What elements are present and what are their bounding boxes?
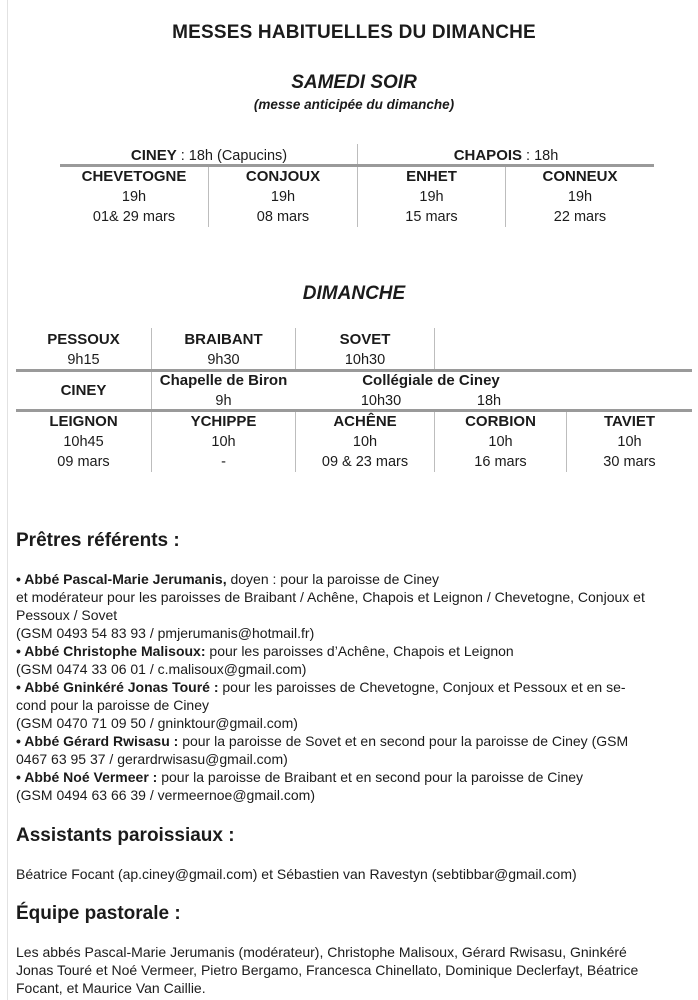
cell-name: CORBION (465, 413, 536, 430)
col-time: 19h (121, 189, 147, 205)
dimanche-divider (434, 328, 435, 370)
dimanche-sovet (296, 330, 434, 370)
pretre-5-role: pour la paroisse de Braibant et en second pour la paroisse de Ciney (157, 769, 584, 785)
samedi-ciney (60, 146, 358, 166)
col-name: ENHET (406, 168, 457, 185)
pretre-4-contact: 0467 63 95 37 / gerardrwisasu@gmail.com) (16, 751, 288, 767)
col-dates: 08 mars (256, 209, 310, 225)
dimanche-ciney-label: CINEY (60, 382, 107, 399)
pretre-3-line-2: cond pour la paroisse de Ciney (16, 697, 210, 713)
col-time: 19h (419, 189, 444, 205)
cell-time: 10h (211, 434, 236, 450)
col-name: CONNEUX (542, 168, 618, 185)
cell-name: TAVIET (603, 413, 656, 430)
samedi-col-enhet (358, 167, 505, 227)
pretre-5-contact: (GSM 0494 63 66 39 / vermeernoe@gmail.com) (16, 787, 316, 803)
dimanche-collegiale (296, 371, 566, 391)
cell-time: 10h (352, 434, 378, 450)
samedi-subheading: (messe anticipée du dimanche) (253, 97, 455, 112)
pretre-2-role: pour les paroisses d’Achêne, Chapois et Leignon (205, 643, 514, 659)
pretre-1-line-2: et modérateur pour les paroisses de Braibant / Achêne, Chapois et Leignon / Chevetogne, Conjoux et (16, 589, 645, 605)
page-title: MESSES HABITUELLES DU DIMANCHE (172, 22, 536, 43)
dimanche-biron (152, 371, 295, 411)
dimanche-collegiale-time-2: 18h (476, 393, 502, 409)
pretre-4-name: • Abbé Gérard Rwisasu : (16, 733, 179, 749)
dimanche-braibant (152, 330, 295, 370)
col-dates: 22 mars (553, 209, 607, 225)
col-name: CONJOUX (245, 168, 321, 185)
equipe-line-1: Les abbés Pascal-Marie Jerumanis (modérateur), Christophe Malisoux, Gérard Rwisasu, Gninkéré (16, 944, 627, 960)
pretre-4-role: pour la paroisse de Sovet et en second pour la paroisse de Ciney (GSM (178, 733, 629, 749)
pretre-3-line-1 (16, 678, 694, 696)
cell-dates: 09 mars (57, 454, 110, 470)
cell-time: 10h30 (344, 352, 386, 368)
samedi-ciney-time: : 18h (Capucins) (176, 148, 288, 164)
cell-time: 10h45 (63, 434, 104, 450)
pretre-3-name: • Abbé Gninkéré Jonas Touré : (16, 679, 219, 695)
dimanche-taviet (567, 412, 692, 472)
dimanche-collegiale-time-1: 10h30 (360, 393, 402, 409)
cell-name: Collégiale de Ciney (362, 372, 500, 389)
cell-name: PESSOUX (47, 331, 120, 348)
cell-name: Chapelle de Biron (159, 372, 288, 389)
dimanche-corbion (435, 412, 566, 472)
samedi-divider-top (357, 144, 358, 166)
col-dates: 01& 29 mars (92, 209, 176, 225)
cell-name: BRAIBANT (184, 331, 263, 348)
samedi-col-chevetogne (60, 167, 208, 227)
cell-name: ACHÊNE (333, 413, 397, 430)
pretre-2-contact: (GSM 0474 33 06 01 / c.malisoux@gmail.com) (16, 661, 307, 677)
pretre-3-contact: (GSM 0470 71 09 50 / gninktour@gmail.com) (16, 715, 298, 731)
cell-dates: - (221, 454, 226, 470)
dimanche-pessoux (16, 330, 151, 370)
cell-dates: 09 & 23 mars (321, 454, 409, 470)
samedi-chapois-name: CHAPOIS (453, 147, 523, 164)
cell-time: 10h (617, 434, 642, 450)
cell-dates: 30 mars (603, 454, 656, 470)
equipe-line-2: Jonas Touré et Noé Vermeer, Pietro Bergamo, Francesca Chinellato, Dominique Declerfayt, Béatrice (16, 962, 639, 978)
equipe-line-3: Focant, et Maurice Van Caillie. (16, 980, 206, 996)
pretre-5-name: • Abbé Noé Vermeer : (16, 769, 158, 785)
col-name: CHEVETOGNE (81, 168, 187, 185)
samedi-ciney-name: CINEY (130, 147, 177, 164)
col-dates: 15 mars (405, 209, 458, 225)
cell-time: 9h30 (207, 352, 240, 368)
samedi-chapois (358, 146, 654, 166)
pretre-1-role: doyen : pour la paroisse de Ciney (226, 571, 440, 587)
cell-time: 9h15 (67, 352, 100, 368)
equipe-heading: Équipe pastorale : (16, 903, 181, 924)
cell-time: 9h (215, 393, 232, 409)
cell-name: SOVET (339, 331, 391, 348)
dimanche-leignon (16, 412, 151, 472)
pretre-2-name: • Abbé Christophe Malisoux: (16, 643, 206, 659)
col-time: 19h (270, 189, 296, 205)
cell-name: LEIGNON (49, 413, 118, 430)
samedi-col-conneux (506, 167, 654, 227)
assistants-heading: Assistants paroissiaux : (16, 825, 235, 846)
col-time: 19h (567, 189, 593, 205)
assistants-text: Béatrice Focant (ap.ciney@gmail.com) et Sébastien van Ravestyn (sebtibbar@gmail.com) (16, 866, 577, 882)
dimanche-achene (296, 412, 434, 472)
pretre-5-line-1 (16, 768, 694, 786)
pretre-4-line-1 (16, 732, 694, 750)
samedi-heading: SAMEDI SOIR (291, 72, 417, 93)
cell-name: YCHIPPE (190, 413, 257, 430)
cell-dates: 16 mars (474, 454, 527, 470)
dimanche-ychippe (152, 412, 295, 472)
pretre-1-name: • Abbé Pascal-Marie Jerumanis, (16, 571, 227, 587)
pretre-3-role: pour les paroisses de Chevetogne, Conjoux et Pessoux et en se- (218, 679, 626, 695)
pretres-list (16, 570, 694, 804)
samedi-col-conjoux (209, 167, 357, 227)
dimanche-heading: DIMANCHE (302, 283, 406, 304)
left-margin-rule (7, 0, 8, 1000)
pretre-1-line-3: Pessoux / Sovet (16, 607, 118, 623)
pretres-heading: Prêtres référents : (16, 530, 180, 551)
pretre-1-contact: (GSM 0493 54 83 93 / pmjerumanis@hotmail.fr) (16, 625, 315, 641)
samedi-chapois-time: : 18h (522, 148, 559, 164)
pretre-2-line-1 (16, 642, 694, 660)
pretre-1-line-1 (16, 570, 694, 588)
cell-time: 10h (488, 434, 513, 450)
equipe-text (16, 943, 694, 997)
